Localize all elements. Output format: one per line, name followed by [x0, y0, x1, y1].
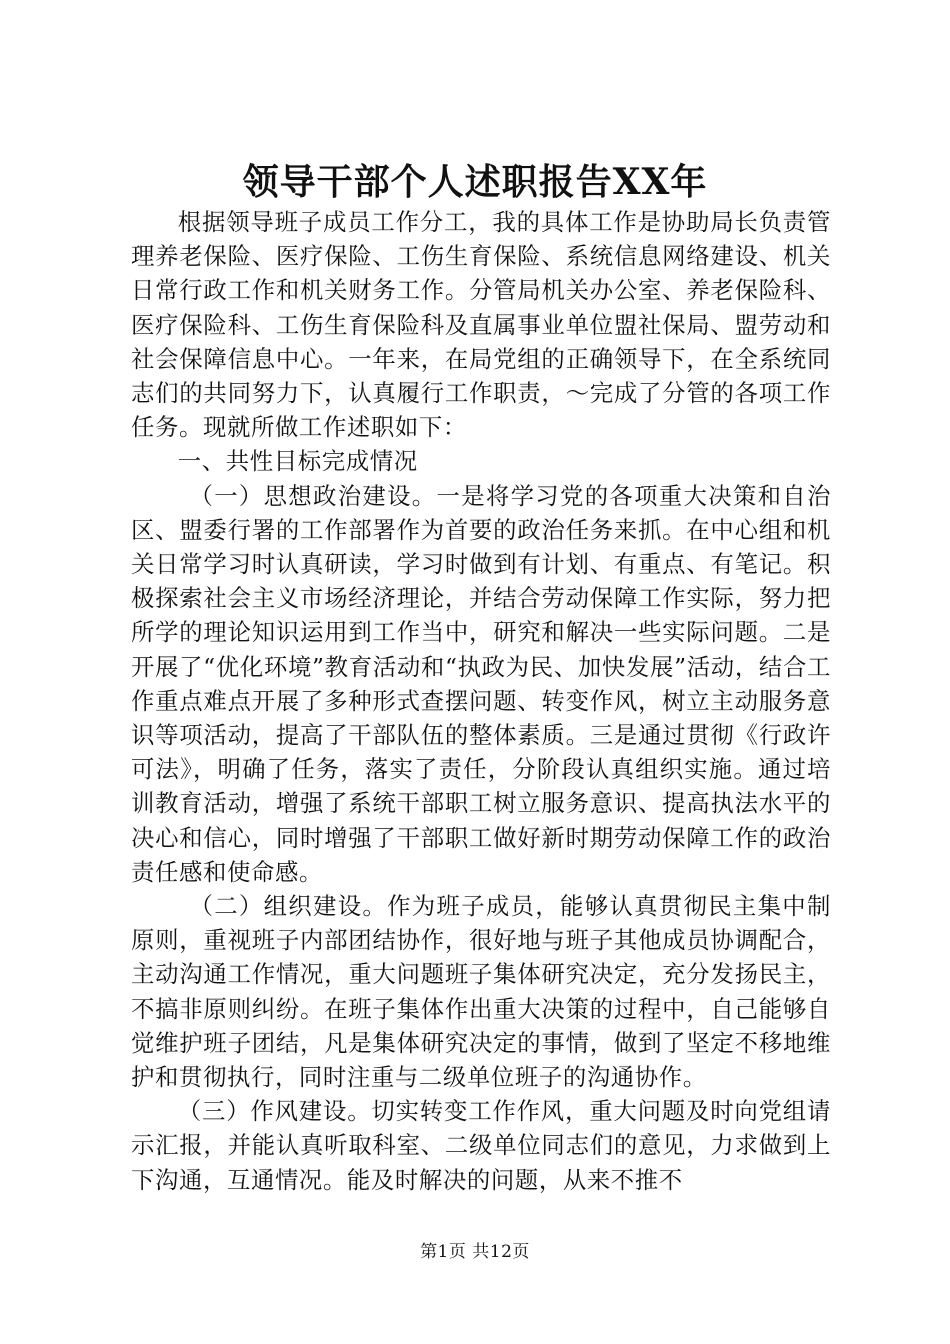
section-heading: 一、共性目标完成情况 [177, 447, 418, 476]
subsection-paragraph: （三）作风建设。切实转变工作作风，重大问题及时向党组请示汇报，并能认真听取科室、二级单位同志们的意见，力求做到上下沟通，互通情况。能及时解决的问题，从来不推不 [131, 1097, 831, 1194]
document-body [131, 205, 831, 1197]
document-title: 领导干部个人述职报告XX年 [242, 161, 708, 203]
subsection-paragraph: （一）思想政治建设。一是将学习党的各项重大决策和自治区、盟委行署的工作部署作为首要的政治任务来抓。在中心组和机关日常学习时认真研读，学习时做到有计划、有重点、有笔记。积极探索社会主义市场经济理论，并结合劳动保障工作实际，努力把所学的理论知识运用到工作当中，研究和解决一些实际问题。二是开展了“优化环境”教育活动和“执政为民、加快发展”活动，结合工作重点难点开展了多种形式查摆问题、转变作风，树立主动服务意识等项活动，提高了干部队伍的整体素质。三是通过贯彻《行政许可法》，明确了任务，落实了责任，分阶段认真组织实施。通过培训教育活动，增强了系统干部职工树立服务意识、提高执法水平的决心和信心，同时增强了干部职工做好新时期劳动保障工作的政治责任感和使命感。 [131, 481, 831, 886]
page-footer: 第1页 共12页 [420, 1242, 530, 1262]
intro-paragraph: 根据领导班子成员工作分工，我的具体工作是协助局长负责管理养老保险、医疗保险、工伤生育保险、系统信息网络建设、机关日常行政工作和机关财务工作。分管局机关办公室、养老保险科、医疗保险科、工伤生育保险科及直属事业单位盟社保局、盟劳动和社会保障信息中心。一年来，在局党组的正确领导下，在全系统同志们的共同努力下，认真履行工作职责，～完成了分管的各项工作任务。现就所做工作述职如下： [131, 208, 831, 442]
subsection-paragraph: （二）组织建设。作为班子成员，能够认真贯彻民主集中制原则，重视班子内部团结协作，很好地与班子其他成员协调配合，主动沟通工作情况，重大问题班子集体研究决定，充分发扬民主，不搞非原则纠纷。在班子集体作出重大决策的过程中，自己能够自觉维护班子团结，凡是集体研究决定的事情，做到了坚定不移地维护和贯彻执行，同时注重与二级单位班子的沟通协作。 [131, 892, 831, 1092]
